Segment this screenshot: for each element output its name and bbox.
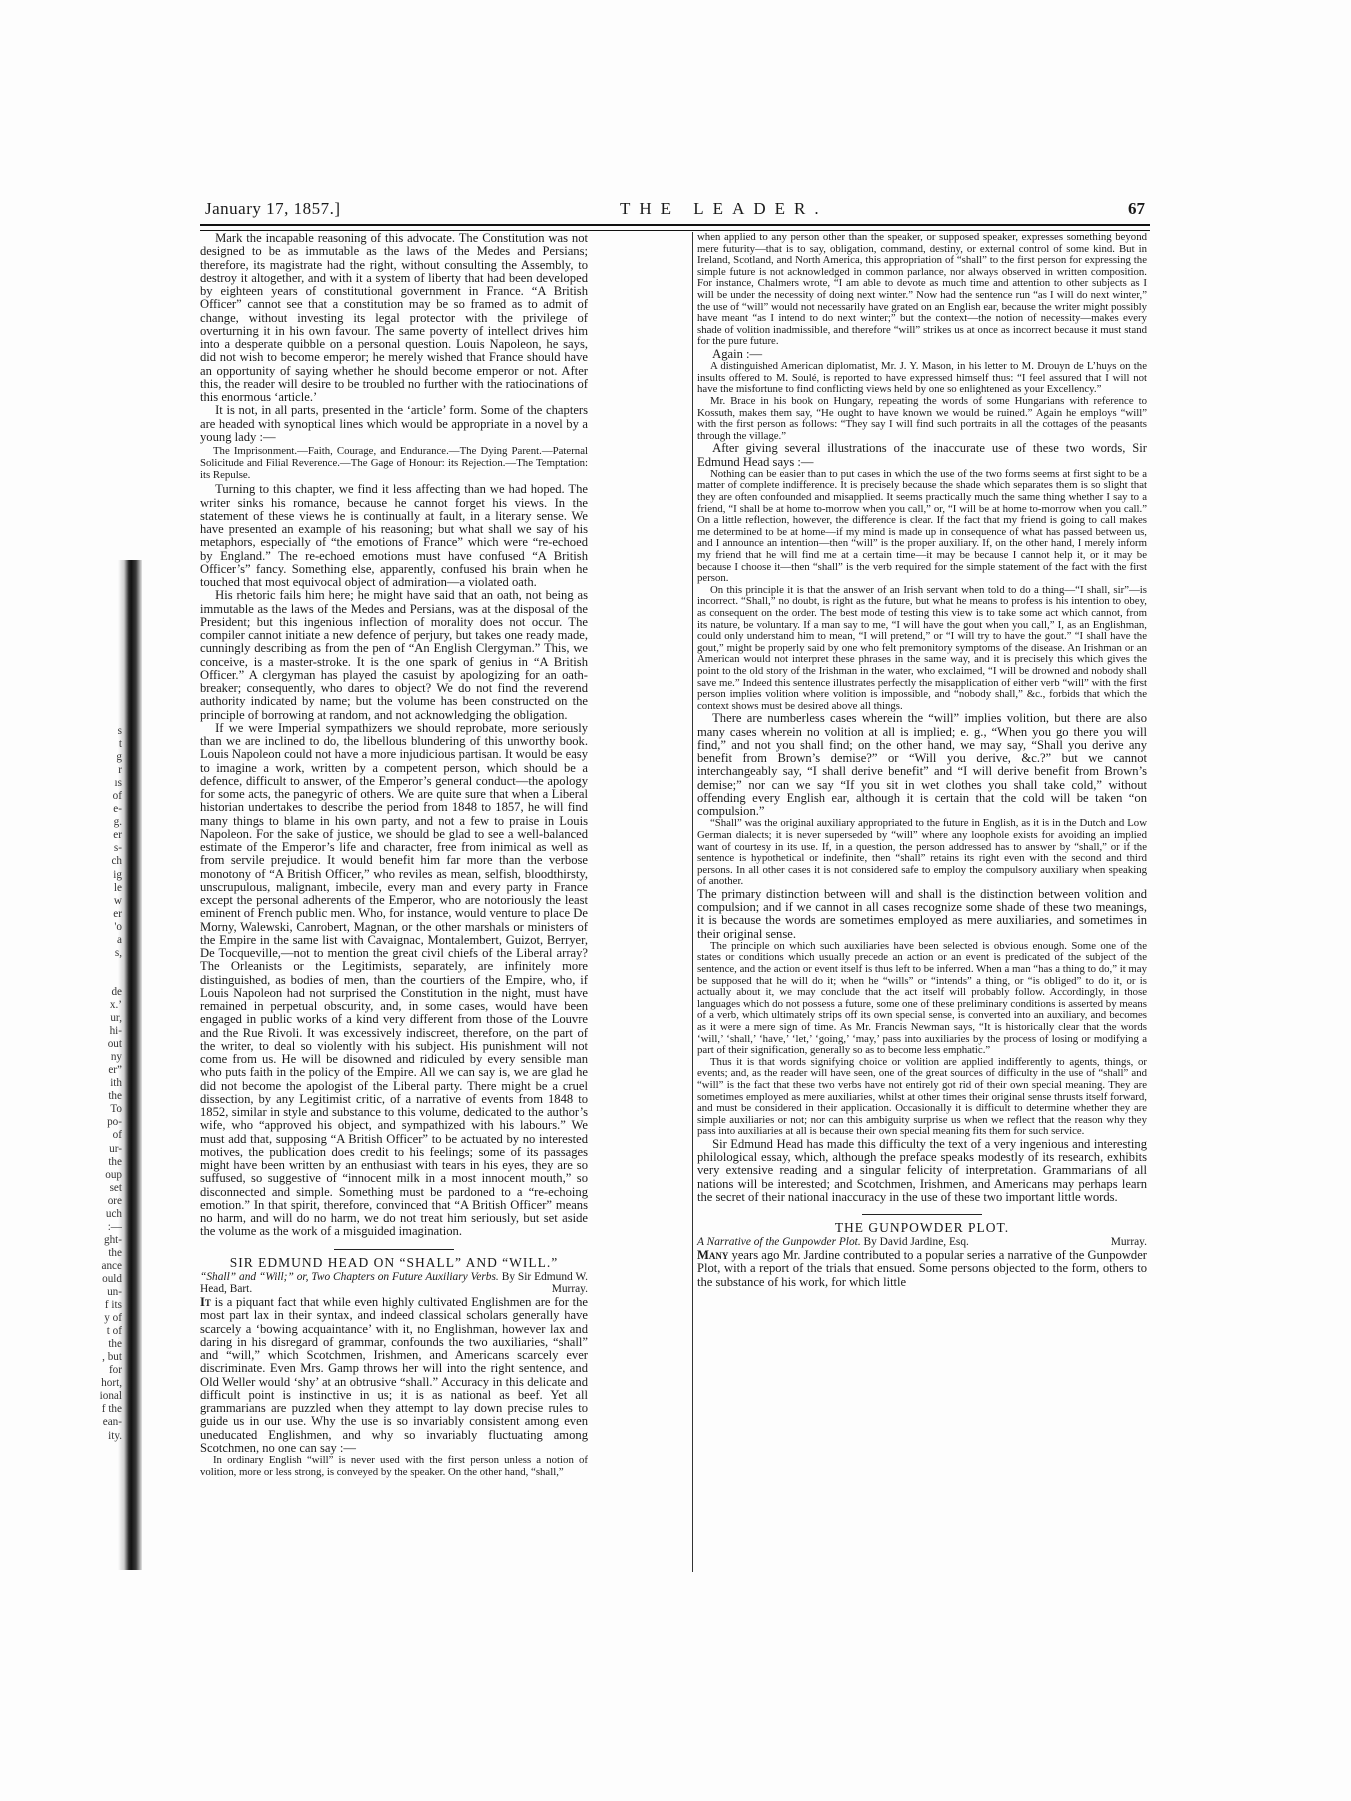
fragment-text: ig: [113, 868, 122, 881]
fragment-text: de: [111, 985, 122, 998]
fragment-text: the: [108, 1155, 122, 1168]
facing-page-fragments: [62, 725, 122, 1443]
gutter-mask-bottom: [118, 1570, 142, 1801]
gutter-mask-top: [118, 0, 142, 560]
fragment-text: er”: [108, 1064, 122, 1077]
fragment-text: ance: [101, 1259, 122, 1272]
section-divider: [862, 1214, 982, 1215]
quote-paragraph: Nothing can be easier than to put cases in which the use of the two forms seems at first sight to be a matter of complete indifference. It is precisely because the shade which separates them is so slight that they are often confounded and misapplied. It seems practically much the same thing whether I say to a friend, “I shall be at home to-morrow when you call,” or, “I will be at home to-morrow when you call.” On a little reflection, however, the difference is clear. If the fact that my friend is going to call makes me determined to be at home—if my mind is made up in consequence of what has passed between us, and I announce an intention—then “will” is the proper auxiliary. If, on the other hand, I merely inform my friend that he will find me at a certain time—it may be because I cannot help it, or it may be because I choose it—then “shall” is the verb required for the simple statement of the fact with the first person.: [697, 467, 1147, 585]
page-header: [205, 199, 1145, 221]
fragment-text: out: [107, 1038, 122, 1051]
book-author: By David Jardine, Esq.: [863, 1236, 969, 1249]
fragment-text: :—: [107, 1220, 122, 1233]
fragment-text: the: [108, 1246, 122, 1259]
fragment-text: s,: [114, 946, 122, 959]
book-title: A Narrative of the Gunpowder Plot.: [697, 1236, 861, 1249]
paragraph: Again :—: [712, 346, 763, 361]
fragment-text: ity.: [108, 1429, 122, 1442]
fragment-text: , but: [102, 1351, 122, 1364]
fragment-text: po-: [107, 1116, 122, 1129]
paragraph: After giving several illustrations of the inaccurate use of these two words, Sir Edmund Head says :—: [697, 441, 1147, 469]
fragment-text: ny: [110, 1051, 122, 1064]
fragment-text: g.: [113, 816, 122, 829]
newspaper-title: THE LEADER.: [620, 199, 828, 218]
paragraph: Sir Edmund Head has made this difficulty the text of a very ingenious and interesting philological essay, which, although the preface speaks modestly of its research, exhibits very extensive reading and a singular felicity of interpretation. Grammarians of all nations will be interested; and Scotchmen, Irishmen, and Americans may perhaps learn the secret of their national inaccuracy in the use of these two important little words.: [697, 1136, 1147, 1204]
book-publisher: Murray.: [551, 1283, 588, 1296]
fragment-text: un-: [107, 1286, 122, 1299]
fragment-text: To: [110, 1103, 122, 1116]
fragment-text: le: [113, 881, 122, 894]
fragment-text: hort,: [101, 1377, 122, 1390]
fragment-text: the: [108, 1090, 122, 1103]
article-heading: THE GUNPOWDER PLOT.: [834, 1220, 1010, 1236]
fragment-text: ore: [107, 1194, 122, 1207]
paragraph: His rhetoric fails him here; he might have said that an oath, not being as immutable as the laws of the Medes and Persians, was at the disposal of the President; but this ingenious inflection of morality does not occur. The compiler cannot initiate a new defence of perjury, but takes one ready made, cunningly describing as from the pen of “An English Clergyman.” This, we conceive, is a master-stroke. It is the one spark of genius in “A British Officer.” A clergyman has played the casuist by apologizing for an oath-breaker; consequently, who dares to object? We do not find the reverend authority indicated by name; but the volume has been constructed on the principle of borrowing at random, and not acknowledging the obligation.: [200, 588, 588, 722]
fragment-text: ean-: [102, 1416, 122, 1429]
book-publisher: Murray.: [1110, 1236, 1147, 1249]
quote-paragraph: Thus it is that words signifying choice or volition are applied indifferently to agents, things, or events; and, as the reader will have seen, one of the great sources of difficulty in the use of “shall” and “will” is the fact that these two verbs have not entirely got rid of their own special meaning. They are sometimes employed as mere auxiliaries, whilst at other times their original sense thrusts itself forward, and must be considered in their application. Occasionally it is difficult to determine whether they are simple auxiliaries or not; nor can this ambiguity surprise us when we reflect that the reason why they pass into auxiliaries at all is because their own special meaning fits them for such service.: [697, 1055, 1147, 1138]
column-divider: [692, 232, 693, 1572]
paragraph: Turning to this chapter, we find it less affecting than we had hoped. The writer sinks his romance, because he cannot forget his views. In the statement of these views he is continually at fault, in a literary sense. We have presented an example of his reasoning; but what shall we say of his metaphors, especially of “the emotions of France” which were “re-echoed by England.” The re-echoed emotions must have confused “A British Officer’s” fancy. Something else, apparently, confused his brain when he touched that most equivocal object of admiration—a violated oath.: [200, 482, 588, 590]
fragment-text: hi-: [109, 1025, 122, 1038]
book-title: “Shall” and “Will;” or, Two Chapters on Future Auxiliary Verbs.: [200, 1270, 499, 1283]
paragraph: There are numberless cases wherein the “will” implies volition, but there are also many cases wherein no volition at all is implied; e. g., “When you go there you will find,” and not you shall find; on the other hand, we may say, “Shall you derive any benefit from Brown’s demise?” or “Will you derive, &c.?” but we cannot interchangeably say, “I shall derive benefit” and “I will derive benefit from Brown’s demise;” nor can we say “If you sit in wet clothes you shall take cold,” without offending every English ear, although it is certain that the cold will be taken “on compulsion.”: [697, 711, 1147, 819]
fragment-text: er: [113, 829, 122, 842]
fragment-text: the: [108, 1338, 122, 1351]
dropcap: Many: [697, 1248, 729, 1263]
fragment-text: t: [118, 738, 122, 751]
fragment-text: w: [113, 894, 122, 907]
quote-paragraph: In ordinary English “will” is never used with the first person unless a notion of volition, more or less strong, is conveyed by the speaker. On the other hand, “shall,”: [200, 1454, 588, 1478]
paragraph: It is not, in all parts, presented in the ‘article’ form. Some of the chapters are headed with synoptical lines which would be appropriate in a novel by a young lady :—: [200, 403, 588, 444]
fragment-text: f its: [104, 1299, 122, 1312]
fragment-text: ch: [111, 855, 122, 868]
fragment-text: y of: [104, 1312, 122, 1325]
fragment-text: [62, 960, 122, 973]
quote-paragraph: The principle on which such auxiliaries have been selected is obvious enough. Some one of the states or conditions which usually precede an action or an event is predicated of the subject of the sentence, and the action or event itself is thus left to be inferred. When a man “has a thing to do,” it may be supposed that he will do it; when he “wills” or “intends” a thing, or “is obliged” to do it, or is actually about it, we may conclude that the act itself will probably follow. Accordingly, in those languages which do not possess a future, some one of these preliminary conditions is asserted by means of a verb, which ultimately strips off its own special sense, is converted into an auxiliary, and becomes as it were a mere sign of time. As Mr. Francis Newman says, “It is historically clear that the words ‘will,’ ‘shall,’ ‘have,’ ‘let,’ ‘going,’ ‘may,’ pass into auxiliaries by the process of losing or modifying a part of their signification, generally so as to become less emphatic.”: [697, 939, 1147, 1057]
fragment-text: t of: [106, 1325, 122, 1338]
fragment-text: a: [117, 933, 122, 946]
header-rule: [200, 224, 1150, 231]
chapter-synopsis: The Imprisonment.—Faith, Courage, and Endurance.—The Dying Parent.—Paternal Solicitude and Filial Reverence.—The Gage of Honour: its Rejection.—The Temptation: its Repulse.: [200, 445, 588, 481]
fragment-text: x.’: [109, 998, 122, 1011]
paragraph: The primary distinction between will and shall is the distinction between volition and compulsion; and if we cannot in all cases recognize some shade of these two meanings, it is because the words are sometimes employed as mere auxiliaries, and sometimes in their original sense.: [697, 886, 1147, 941]
quote-paragraph: “Shall” was the original auxiliary appropriated to the future in English, as it is in the Dutch and Low German dialects; it is never superseded by “will” where any loophole exists for avoiding an implied want of courtesy in its use. If, in a question, the person addressed has to answer by “shall,” or if the sentence is hypothetical or indefinite, then “shall” retains its right even with the second and third persons. In all other cases it is not considered safe to employ the compulsory auxiliary when speaking of another.: [697, 817, 1147, 888]
book-author: By Sir Edmund W. Head, Bart.: [200, 1270, 588, 1296]
fragment-text: ur,: [110, 1012, 122, 1025]
fragment-text: ould: [102, 1272, 122, 1285]
paragraph: If we were Imperial sympathizers we should reprobate, more seriously than we are inclined to do, the libellous blundering of this unworthy book. Louis Napoleon could not have a more injudicious partisan. It would be easy to imagine a work, written by a competent person, which should be a defence, difficult to answer, of the Emperor’s general conduct—the apology for some acts, the panegyric of others. We are quite sure that when a Liberal historian undertakes to describe the period from 1848 to 1857, he will find many things to blame in his own party, and not a few to praise in Louis Napoleon. For the sake of justice, we should be glad to see a well-balanced estimate of the Emperor’s life and character, free from inimical as well as from servile prejudice. It would benefit him far more than the verbose monotony of “A British Officer,” who reviles as mean, selfish, bloodthirsty, unscrupulous, malignant, imbecile, every man and every party in France except the personal adherents of the Emperor, who are notoriously the least eminent of French public men. Who, for instance, would venture to place De Morny, Walewski, Canrobert, Magnan, or the other marshals or ministers of the Empire in the same list with Cavaignac, Montalembert, Guizot, Berryer, De Tocqueville,—not to mention the great civil chiefs of the Liberal array? The Orleanists or the Legitimists, separately, are infinitely more distinguished, as bodies of men, than the courtiers of the Empire, who, if Louis Napoleon had not surprised the Constitution in the night, must have remained in perpetual obscurity, and, in some cases, would have been engaged in public works of a kind very different from those of the Louvre and the Rue Rivoli. It was excessively indiscreet, therefore, on the part of the writer, to deal so violently with his subject. His punishment will not come from us. He will be disowned and ridiculed by every sensible man who puts faith in the policy of the Empire. All we can say is, we are glad he did not become the apologist of the Liberal party. There might be a cruel dissection, by any Legitimist critic, of a narrative of events from 1848 to 1852, similar in style and substance to this volume, dedicated to the author’s wife, who “approved his object, and sympathized with his labours.” We must add that, supposing “A British Officer” to be actuated by no interested motives, the publication does credit to his feelings; some of its passages might have been written by an enthusiast with tears in his eyes, they are so suffused, so suggestive of “innocent milk in a most innocent mouth,” so disconnected and simple. Something must be pardoned to a “re-echoing emotion.” In that spirit, therefore, convinced that “A British Officer” means no harm, and will do no harm, we do not treat him seriously, but set aside the volume as the work of a misguided imagination.: [200, 720, 588, 1239]
paragraph: Mark the incapable reasoning of this advocate. The Constitution was not designed to be as immutable as the laws of the Medes and Persians; therefore, its magistrate had the right, without consulting the Assembly, to destroy it altogether, and with it a system of liberty that had been developed by eighteen years of constitutional government in France. “A British Officer” cannot see that a constitution may be so framed as to admit of change, without investing its legal protector with the privilege of overturning it in his own favour. The same poverty of intellect drives him into a desperate quibble on a personal question. Louis Napoleon, he says, did not wish to become emperor; he merely wished that France should have an opportunity of saying whether he should become emperor or not. After this, the reader will desire to be troubled no further with the ratiocinations of this enormous ‘article.’: [200, 231, 588, 404]
fragment-text: r: [118, 764, 122, 777]
quote-paragraph: Mr. Brace in his book on Hungary, repeating the words of some Hungarians with reference to Kossuth, makes them say, “He ought to have known we would be ruined.” Again he employs “will” with the first person as follows: “They say I will find such portraits in all the cottages of the peasants through the village.”: [697, 394, 1147, 442]
fragment-text: ıs: [114, 777, 122, 790]
fragment-text: [62, 973, 122, 986]
paragraph: Many years ago Mr. Jardine contributed to a popular series a narrative of the Gunpowder Plot, with a report of the trials that ensued. Some persons objected to the form, others to the substance of his work, for which little: [697, 1248, 1147, 1289]
quote-paragraph: A distinguished American diplomatist, Mr. J. Y. Mason, in his letter to M. Drouyn de L’huys on the insults offered to M. Soulé, is reported to have expressed himself thus: “I feel assured that I will not have the misfortune to find conflicting views held by one so enlightened as your Excellency.”: [697, 360, 1147, 396]
dropcap: It: [200, 1295, 211, 1310]
fragment-text: er: [113, 907, 122, 920]
fragment-text: ght-: [103, 1233, 122, 1246]
paragraph: It is a piquant fact that while even highly cultivated Englishmen are for the most part lax in their syntax, and indeed classical scholars generally have scarcely a ‘bowing acquaintance’ with it, no Englishman, however lax and daring in his disregard of grammar, confounds the two auxiliaries, “shall” and “will,” which Scotchmen, Irishmen, and Americans scarcely ever discriminate. Even Mrs. Gamp throws her will into the right sentence, and Old Weller would ‘shy’ at an obtrusive “shall.” Accuracy in this delicate and difficult point is instinctive in us; it is as national as beef. Yet all grammarians are puzzled when they attempt to lay down precise rules to guide us in our use. Why the use is so invariably consistent among even uneducated Englishmen, and why so invariably fluctuating among Scotchmen, no one can say :—: [200, 1295, 588, 1455]
quote-paragraph: On this principle it is that the answer of an Irish servant when told to do a thing—“I shall, sir”—is incorrect. “Shall,” no doubt, is right as the future, but what he means to profess is his intention to obey, as consequent on the order. The best mode of testing this view is to take some act which cannot, from its nature, be voluntary. If a man say to me, “I will have the gout when you call,” I, as an Englishman, could only understand him to mean, “I will pretend,” or “I will try to have the gout.” “I shall have the gout,” might be properly said by one who felt premonitory symptoms of the disease. An Irishman or an American would not interpret these phrases in the same way, and it is precisely this which gives the point to the old story of the Irishman in the water, who exclaimed, “I will be drowned and nobody shall save me.” Indeed this sentence illustrates perfectly the misapplication of either verb “will” with the first person implies volition where volition is impossible, and “nobody shall,” &c., forbids that which the context shows must be desired above all things.: [697, 583, 1147, 712]
fragment-text: ur-: [109, 1142, 122, 1155]
page-number: 67: [1128, 199, 1145, 218]
fragment-text: ith: [110, 1077, 122, 1090]
fragment-text: of: [112, 790, 122, 803]
fragment-text: 'o: [114, 920, 122, 933]
right-column: [697, 232, 1147, 1289]
fragment-text: s: [117, 725, 122, 737]
fragment-text: set: [109, 1181, 122, 1194]
fragment-text: for: [108, 1364, 122, 1377]
fragment-text: uch: [105, 1207, 122, 1220]
quote-paragraph: when applied to any person other than the speaker, or supposed speaker, expresses something beyond mere futurity—that is to say, obligation, command, destiny, or external control of some kind. But in Ireland, Scotland, and North America, this appropriation of “shall” to the first person for expressing the simple future is not acknowledged in common parlance, nor always observed in written composition. For instance, Chalmers wrote, “I am able to devote as much time and attention to other subjects as I will be under the necessity of doing next winter.” Now had the sentence run “as I will do next winter,” the use of “will” would not necessarily have grated on an English ear, because the writer might possibly have meant “as I intend to do next winter;” but the context—the notion of necessity—makes every shade of volition inadmissible, and therefore “will” strikes us at once as incorrect because it must stand for the pure future.: [697, 231, 1147, 348]
section-divider: [334, 1249, 454, 1250]
fragment-text: ional: [99, 1390, 122, 1403]
fragment-text: oup: [105, 1168, 122, 1181]
fragment-text: f the: [101, 1403, 122, 1416]
fragment-text: s-: [113, 842, 122, 855]
article-heading: SIR EDMUND HEAD ON “SHALL” AND “WILL.”: [229, 1254, 559, 1270]
article-byline: [200, 1271, 588, 1296]
fragment-text: g: [116, 751, 122, 764]
fragment-text: of: [112, 1129, 122, 1142]
issue-date: January 17, 1857.]: [205, 199, 341, 218]
left-column: [200, 232, 588, 1478]
fragment-text: e-: [113, 803, 122, 816]
